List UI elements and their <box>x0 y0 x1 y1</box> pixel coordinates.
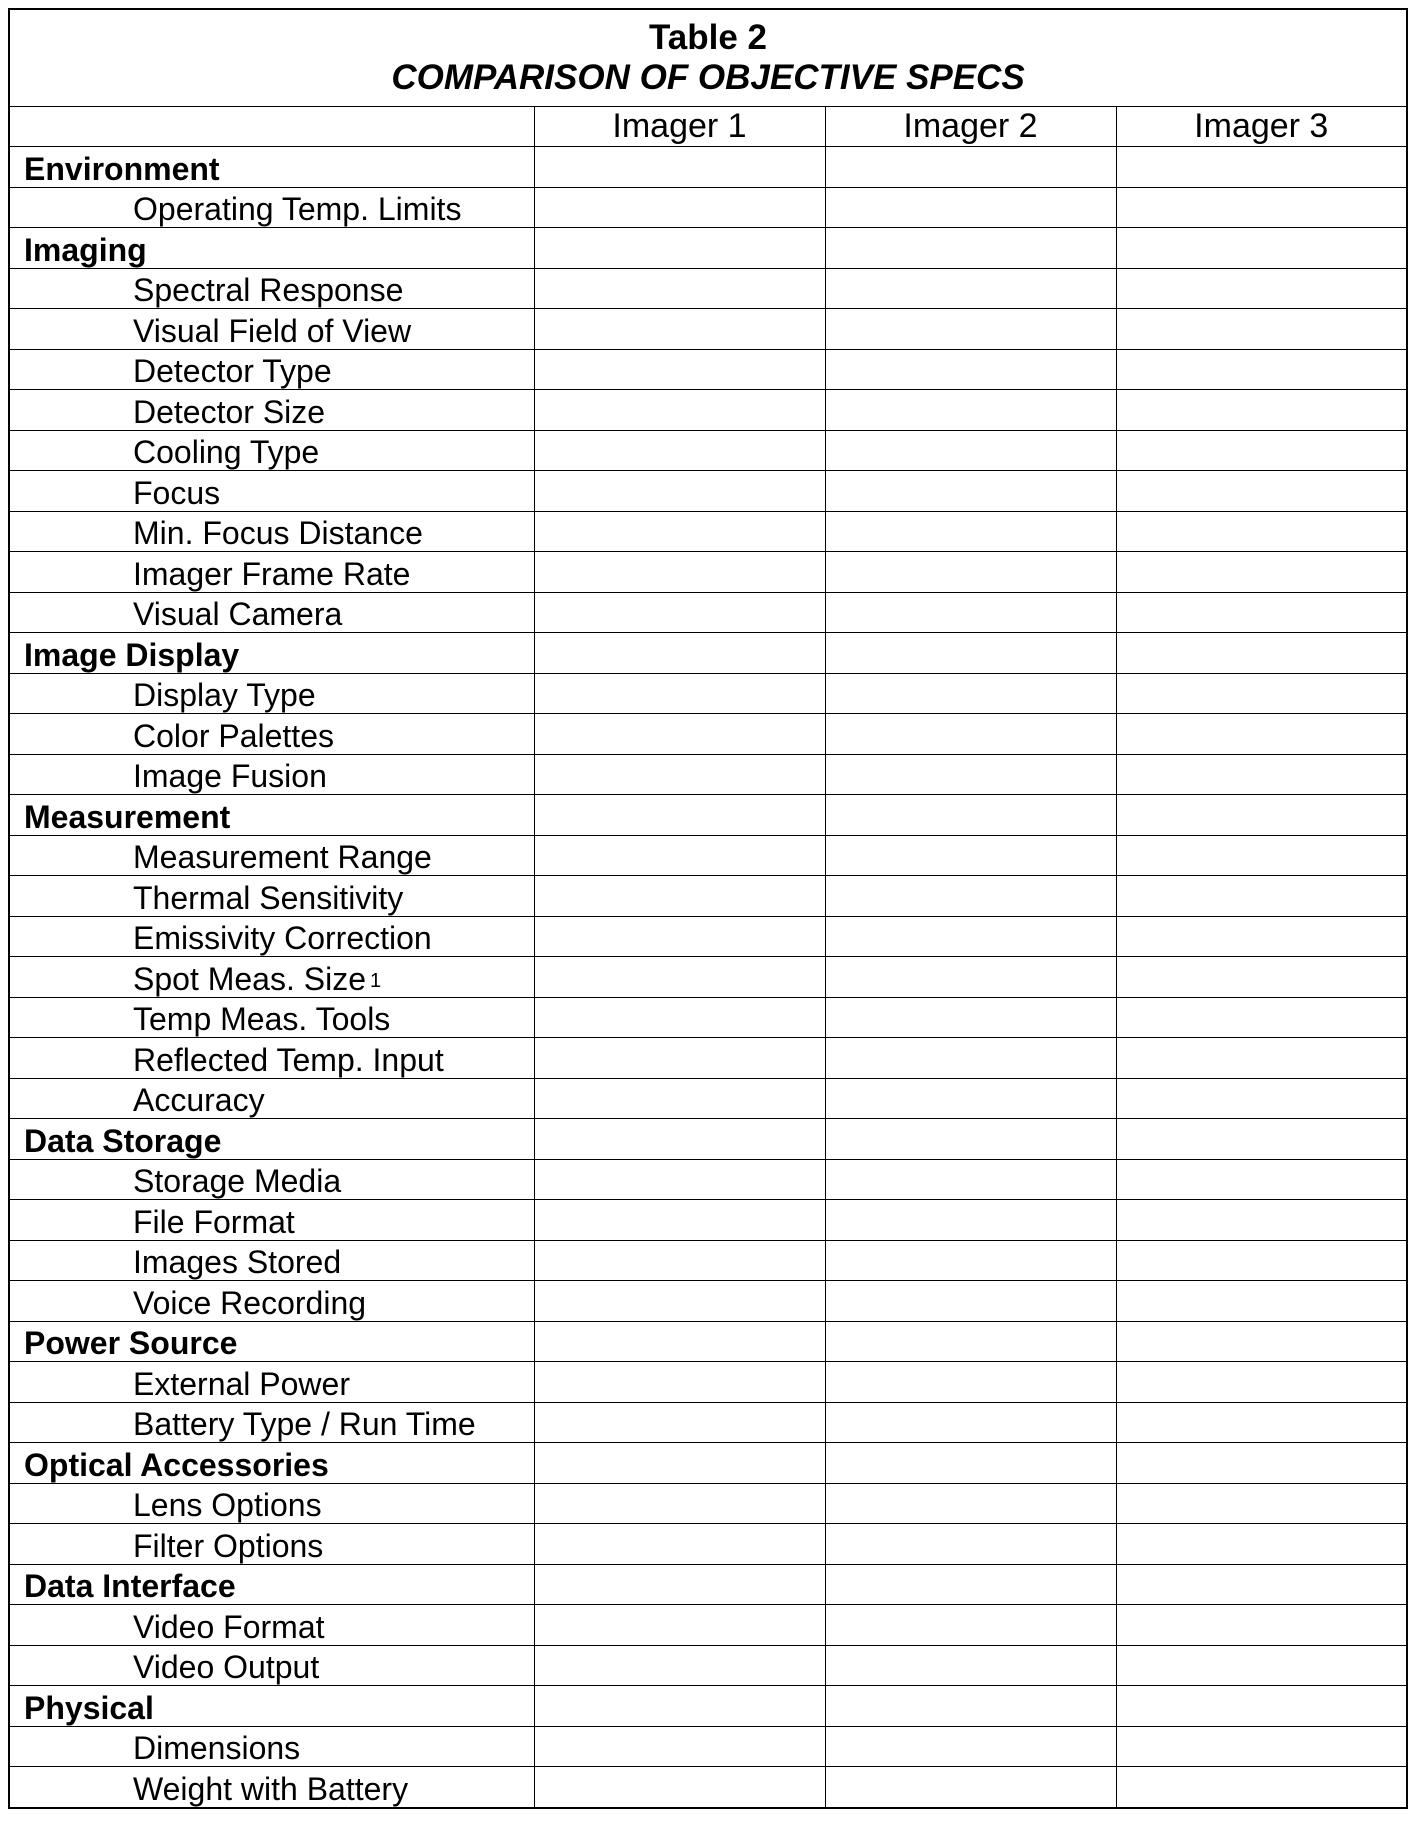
imager-1-value-cell <box>534 1605 825 1646</box>
imager-3-value-cell <box>1116 1240 1407 1281</box>
table-title-cell <box>9 9 1407 107</box>
imager-2-value-cell <box>825 1443 1116 1484</box>
imager-2-value-cell <box>825 1240 1116 1281</box>
imager-1-value-cell <box>534 1038 825 1079</box>
imager-1-value-cell <box>534 228 825 269</box>
imager-2-value-cell <box>825 997 1116 1038</box>
spec-label-cell <box>9 1159 534 1200</box>
spec-label-cell <box>9 1240 534 1281</box>
category-row <box>9 795 1407 836</box>
table-row <box>9 1402 1407 1443</box>
category-label-cell <box>9 633 534 674</box>
imager-2-value-cell <box>825 1038 1116 1079</box>
imager-3-value-cell <box>1116 1402 1407 1443</box>
spec-label: Reflected Temp. Input <box>133 1041 444 1078</box>
spec-label-cell <box>9 471 534 512</box>
spec-label: Spectral Response <box>133 272 404 308</box>
imager-1-value-cell <box>534 1362 825 1403</box>
category-row <box>9 1443 1407 1484</box>
imager-3-value-cell <box>1116 309 1407 350</box>
imager-2-value-cell <box>825 876 1116 917</box>
imager-2-value-cell <box>825 228 1116 269</box>
imager-2-value-cell <box>825 1321 1116 1362</box>
table-row <box>9 916 1407 957</box>
imager-1-value-cell <box>534 187 825 228</box>
imager-1-value-cell <box>534 1686 825 1727</box>
category-label: Optical Accessories <box>24 1446 329 1483</box>
spec-label: Filter Options <box>133 1527 324 1564</box>
imager-1-value-cell <box>534 471 825 512</box>
imager-3-value-cell <box>1116 1159 1407 1200</box>
spec-label: Cooling Type <box>133 434 320 470</box>
spec-label: Dimensions <box>133 1730 301 1766</box>
table-row <box>9 1645 1407 1686</box>
imager-2-value-cell <box>825 147 1116 188</box>
table-row <box>9 471 1407 512</box>
category-label-cell <box>9 1443 534 1484</box>
imager-2-value-cell <box>825 1483 1116 1524</box>
imager-2-value-cell <box>825 511 1116 552</box>
imager-3-value-cell <box>1116 1483 1407 1524</box>
category-row <box>9 1564 1407 1605</box>
imager-1-value-cell <box>534 673 825 714</box>
imager-2-value-cell <box>825 349 1116 390</box>
category-row <box>9 147 1407 188</box>
imager-1-value-cell <box>534 268 825 309</box>
imager-3-value-cell <box>1116 957 1407 998</box>
imager-3-value-cell <box>1116 1726 1407 1767</box>
spec-label-cell <box>9 1281 534 1322</box>
imager-3-value-cell <box>1116 268 1407 309</box>
imager-3-value-cell <box>1116 1564 1407 1605</box>
spec-label-cell <box>9 916 534 957</box>
imager-3-value-cell <box>1116 1321 1407 1362</box>
table-row <box>9 1240 1407 1281</box>
table-row <box>9 835 1407 876</box>
imager-1-value-cell <box>534 1200 825 1241</box>
imager-3-value-cell <box>1116 916 1407 957</box>
spec-label: Image Fusion <box>133 758 327 794</box>
table-row <box>9 1483 1407 1524</box>
imager-1-value-cell <box>534 349 825 390</box>
table-row <box>9 754 1407 795</box>
imager-2-value-cell <box>825 1524 1116 1565</box>
spec-label: Spot Meas. Size <box>133 960 366 997</box>
imager-2-value-cell <box>825 1281 1116 1322</box>
category-label: Environment <box>24 150 220 187</box>
table-row <box>9 1767 1407 1808</box>
table-row <box>9 1159 1407 1200</box>
imager-2-value-cell <box>825 1605 1116 1646</box>
imager-2-value-cell <box>825 1119 1116 1160</box>
imager-3-value-cell <box>1116 1767 1407 1808</box>
spec-label: Imager Frame Rate <box>133 555 411 592</box>
category-label-cell <box>9 228 534 269</box>
spec-label-cell <box>9 592 534 633</box>
imager-2-value-cell <box>825 714 1116 755</box>
table-subtitle: COMPARISON OF OBJECTIVE SPECS <box>391 58 1025 97</box>
imager-3-value-cell <box>1116 471 1407 512</box>
imager-1-value-cell <box>534 430 825 471</box>
imager-3-value-cell <box>1116 592 1407 633</box>
imager-3-value-cell <box>1116 511 1407 552</box>
imager-1-value-cell <box>534 309 825 350</box>
imager-2-value-cell <box>825 552 1116 593</box>
imager-3-value-cell <box>1116 390 1407 431</box>
table-row <box>9 1524 1407 1565</box>
spec-label: Lens Options <box>133 1487 322 1523</box>
imager-2-value-cell <box>825 1362 1116 1403</box>
imager-2-value-cell <box>825 390 1116 431</box>
table-row <box>9 1078 1407 1119</box>
category-row <box>9 228 1407 269</box>
spec-label: Detector Size <box>133 393 326 430</box>
spec-label-cell <box>9 430 534 471</box>
category-label-cell <box>9 1119 534 1160</box>
imager-3-value-cell <box>1116 1605 1407 1646</box>
imager-2-value-cell <box>825 1159 1116 1200</box>
spec-label-cell <box>9 876 534 917</box>
category-label-cell <box>9 1321 534 1362</box>
imager-1-value-cell <box>534 754 825 795</box>
spec-label-cell <box>9 1078 534 1119</box>
spec-label-cell <box>9 1483 534 1524</box>
imager-3-value-cell <box>1116 552 1407 593</box>
column-header-blank <box>9 107 534 147</box>
spec-label: Images Stored <box>133 1244 342 1280</box>
spec-label: Measurement Range <box>133 839 432 875</box>
category-row <box>9 1686 1407 1727</box>
spec-label: Weight with Battery <box>133 1770 409 1807</box>
imager-3-value-cell <box>1116 1078 1407 1119</box>
table-title: Table 2 <box>649 18 768 57</box>
imager-3-value-cell <box>1116 997 1407 1038</box>
table-row <box>9 390 1407 431</box>
imager-2-value-cell <box>825 754 1116 795</box>
imager-3-value-cell <box>1116 633 1407 674</box>
column-header-imager-3: Imager 3 <box>1116 107 1407 147</box>
category-label: Measurement <box>24 798 231 835</box>
imager-1-value-cell <box>534 1726 825 1767</box>
imager-1-value-cell <box>534 147 825 188</box>
spec-label-cell <box>9 714 534 755</box>
table-row <box>9 511 1407 552</box>
category-row <box>9 1321 1407 1362</box>
imager-1-value-cell <box>534 592 825 633</box>
imager-1-value-cell <box>534 1645 825 1686</box>
table-row <box>9 1605 1407 1646</box>
imager-1-value-cell <box>534 1119 825 1160</box>
imager-2-value-cell <box>825 430 1116 471</box>
spec-label-cell <box>9 1362 534 1403</box>
imager-2-value-cell <box>825 187 1116 228</box>
column-header-imager-1: Imager 1 <box>534 107 825 147</box>
table-row <box>9 876 1407 917</box>
imager-2-value-cell <box>825 1564 1116 1605</box>
column-header-imager-2: Imager 2 <box>825 107 1116 147</box>
table-row <box>9 187 1407 228</box>
imager-2-value-cell <box>825 1645 1116 1686</box>
imager-1-value-cell <box>534 1078 825 1119</box>
imager-1-value-cell <box>534 1524 825 1565</box>
spec-label: File Format <box>133 1203 295 1240</box>
spec-label-cell <box>9 957 534 998</box>
table-row <box>9 309 1407 350</box>
category-label: Data Interface <box>24 1568 236 1604</box>
spec-label-cell <box>9 390 534 431</box>
imager-2-value-cell <box>825 1767 1116 1808</box>
spec-label-cell <box>9 187 534 228</box>
imager-2-value-cell <box>825 309 1116 350</box>
imager-3-value-cell <box>1116 795 1407 836</box>
category-row <box>9 1119 1407 1160</box>
footnote-marker: 1 <box>370 969 382 992</box>
imager-1-value-cell <box>534 633 825 674</box>
imager-3-value-cell <box>1116 1645 1407 1686</box>
imager-2-value-cell <box>825 592 1116 633</box>
table-row <box>9 592 1407 633</box>
table-row <box>9 997 1407 1038</box>
spec-label-cell <box>9 309 534 350</box>
spec-label-cell <box>9 1402 534 1443</box>
category-label-cell <box>9 1564 534 1605</box>
imager-1-value-cell <box>534 1564 825 1605</box>
imager-3-value-cell <box>1116 714 1407 755</box>
spec-label: External Power <box>133 1365 350 1402</box>
table-row <box>9 552 1407 593</box>
imager-2-value-cell <box>825 1200 1116 1241</box>
table-row <box>9 1200 1407 1241</box>
imager-3-value-cell <box>1116 147 1407 188</box>
spec-label: Temp Meas. Tools <box>133 1001 391 1037</box>
imager-1-value-cell <box>534 876 825 917</box>
spec-label: Video Output <box>133 1649 320 1685</box>
category-label: Image Display <box>24 636 240 673</box>
imager-1-value-cell <box>534 916 825 957</box>
spec-label: Detector Type <box>133 353 332 389</box>
imager-1-value-cell <box>534 1767 825 1808</box>
imager-2-value-cell <box>825 471 1116 512</box>
spec-label-cell <box>9 1200 534 1241</box>
category-label-cell <box>9 1686 534 1727</box>
imager-1-value-cell <box>534 997 825 1038</box>
table-row <box>9 714 1407 755</box>
spec-label: Visual Camera <box>133 596 343 632</box>
spec-label-cell <box>9 1524 534 1565</box>
spec-label-cell <box>9 997 534 1038</box>
spec-label-cell <box>9 754 534 795</box>
spec-label-cell <box>9 1767 534 1808</box>
imager-1-value-cell <box>534 390 825 431</box>
table-row <box>9 430 1407 471</box>
category-label-cell <box>9 147 534 188</box>
imager-1-value-cell <box>534 1443 825 1484</box>
table-row <box>9 957 1407 998</box>
imager-1-value-cell <box>534 835 825 876</box>
imager-1-value-cell <box>534 1321 825 1362</box>
imager-2-value-cell <box>825 673 1116 714</box>
spec-label: Accuracy <box>133 1082 265 1118</box>
spec-label: Video Format <box>133 1608 325 1645</box>
imager-2-value-cell <box>825 268 1116 309</box>
imager-3-value-cell <box>1116 187 1407 228</box>
imager-3-value-cell <box>1116 349 1407 390</box>
spec-label-cell <box>9 552 534 593</box>
imager-2-value-cell <box>825 1402 1116 1443</box>
imager-3-value-cell <box>1116 1281 1407 1322</box>
imager-3-value-cell <box>1116 1038 1407 1079</box>
imager-2-value-cell <box>825 633 1116 674</box>
spec-label: Battery Type / Run Time <box>133 1406 476 1442</box>
imager-2-value-cell <box>825 1686 1116 1727</box>
table-row <box>9 1281 1407 1322</box>
imager-3-value-cell <box>1116 1119 1407 1160</box>
table-row <box>9 1726 1407 1767</box>
spec-label-cell <box>9 268 534 309</box>
spec-label-cell <box>9 1038 534 1079</box>
table-title-row <box>9 9 1407 107</box>
spec-label-cell <box>9 673 534 714</box>
imager-2-value-cell <box>825 916 1116 957</box>
imager-1-value-cell <box>534 1281 825 1322</box>
imager-1-value-cell <box>534 1483 825 1524</box>
category-label: Data Storage <box>24 1122 222 1159</box>
category-row <box>9 633 1407 674</box>
spec-label: Voice Recording <box>133 1284 367 1321</box>
spec-label: Visual Field of View <box>133 312 412 349</box>
imager-1-value-cell <box>534 957 825 998</box>
imager-3-value-cell <box>1116 228 1407 269</box>
table-body <box>9 147 1407 1808</box>
table-row <box>9 1038 1407 1079</box>
table-row <box>9 349 1407 390</box>
spec-comparison-table <box>8 8 1408 1809</box>
spec-label: Display Type <box>133 677 316 713</box>
imager-3-value-cell <box>1116 1524 1407 1565</box>
imager-3-value-cell <box>1116 835 1407 876</box>
column-header-row <box>9 107 1407 147</box>
table-row <box>9 673 1407 714</box>
spec-label: Emissivity Correction <box>133 920 432 956</box>
imager-3-value-cell <box>1116 673 1407 714</box>
category-label: Power Source <box>24 1325 238 1361</box>
imager-3-value-cell <box>1116 430 1407 471</box>
spec-label: Color Palettes <box>133 717 334 754</box>
imager-2-value-cell <box>825 795 1116 836</box>
imager-2-value-cell <box>825 1726 1116 1767</box>
imager-3-value-cell <box>1116 1686 1407 1727</box>
imager-3-value-cell <box>1116 1443 1407 1484</box>
imager-1-value-cell <box>534 511 825 552</box>
imager-2-value-cell <box>825 1078 1116 1119</box>
table-row <box>9 268 1407 309</box>
spec-label-cell <box>9 349 534 390</box>
imager-1-value-cell <box>534 1240 825 1281</box>
spec-label-cell <box>9 511 534 552</box>
spec-label-cell <box>9 1605 534 1646</box>
imager-1-value-cell <box>534 795 825 836</box>
imager-1-value-cell <box>534 1159 825 1200</box>
table-row <box>9 1362 1407 1403</box>
spec-label-cell <box>9 835 534 876</box>
imager-1-value-cell <box>534 1402 825 1443</box>
imager-3-value-cell <box>1116 876 1407 917</box>
spec-label: Min. Focus Distance <box>133 515 423 551</box>
imager-1-value-cell <box>534 714 825 755</box>
category-label: Physical <box>24 1689 154 1726</box>
spec-label: Storage Media <box>133 1163 342 1199</box>
spec-label: Thermal Sensitivity <box>133 879 404 916</box>
imager-3-value-cell <box>1116 754 1407 795</box>
imager-2-value-cell <box>825 957 1116 998</box>
spec-label-cell <box>9 1645 534 1686</box>
category-label-cell <box>9 795 534 836</box>
spec-label: Focus <box>133 474 221 511</box>
imager-3-value-cell <box>1116 1362 1407 1403</box>
imager-1-value-cell <box>534 552 825 593</box>
imager-3-value-cell <box>1116 1200 1407 1241</box>
spec-label-cell <box>9 1726 534 1767</box>
spec-label: Operating Temp. Limits <box>133 191 462 227</box>
imager-2-value-cell <box>825 835 1116 876</box>
category-label: Imaging <box>24 231 147 268</box>
